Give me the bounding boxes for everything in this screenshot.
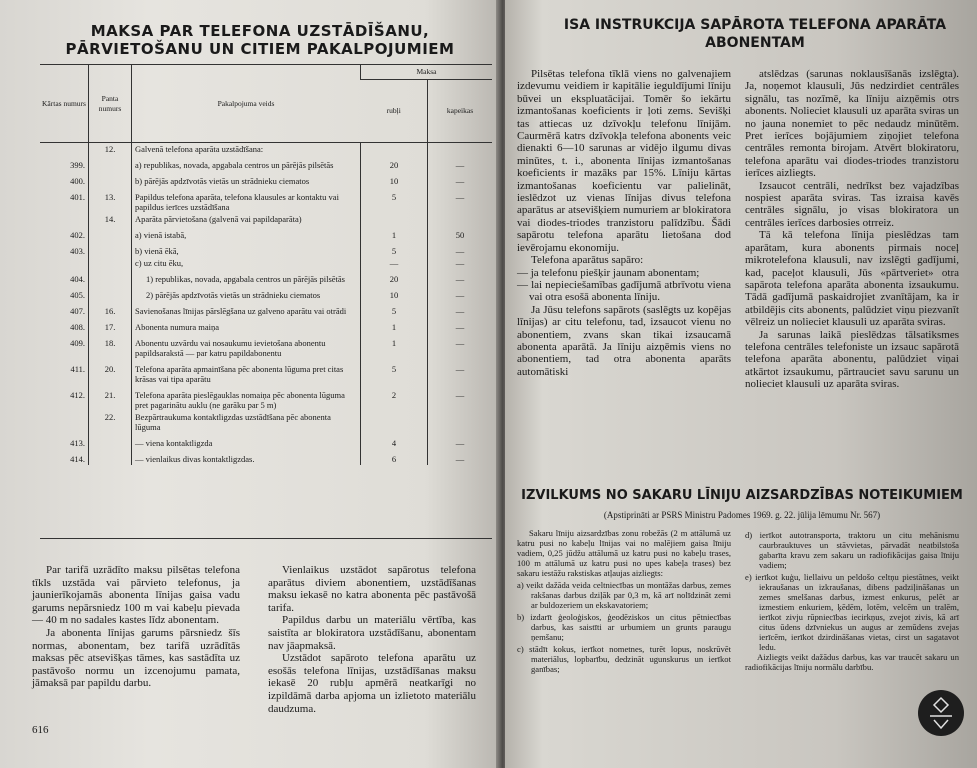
- section-item: a) veikt dažāda veida celtniecības un montāžas darbus, zemes rakšanas darbus dziļāk par 0,3 m, kā arī nolīdzināt zemi ar buldozeriem un ekskavatoriem;: [517, 580, 731, 610]
- row-number: 413.: [70, 438, 85, 448]
- row-number: 411.: [70, 364, 85, 374]
- row-article: 21.: [89, 385, 132, 411]
- row-article: 16.: [89, 301, 132, 317]
- row-article: [89, 285, 132, 301]
- right-text-column-2: [745, 68, 959, 391]
- right-paragraph: Ja sarunas laikā pieslēdzas tālsatiksmes telefona centrāles telefoniste un izsauc sapārotā telefona aparāta abonentu, palūdziet viņai atkārtot izsaukumu, pārtrauciet savu sarunu un nolieciet klausuli uz aparāta sviras.: [745, 328, 959, 391]
- row-service: Telefona aparāta pieslēgauklas nomaiņa pēc abonenta lūguma pret pagarinātu auklu (ne garāku par 5 m): [132, 385, 361, 411]
- row-kopecks: —: [428, 301, 493, 317]
- row-rubles: [361, 143, 428, 156]
- row-number: 408.: [70, 322, 85, 332]
- table-row: [40, 301, 492, 317]
- row-number: 400.: [70, 176, 85, 186]
- row-rubles: 1: [361, 225, 428, 241]
- left-paragraph: Uzstādot sapāroto telefona aparātu uz esošās telefona līnijas, uzstādīšanas maksu iekasē 20 rubļu apmērā neatkarīgi no izpildāmā darba apjoma un izlietoto materiālu daudzuma.: [268, 652, 476, 715]
- right-paragraph: — lai nepieciešamības gadījumā atbrīvotu viena vai otra esošā abonenta līniju.: [517, 279, 731, 304]
- row-article: [89, 449, 132, 465]
- row-service: a) vienā istabā,: [132, 225, 361, 241]
- left-text-column-2: [268, 564, 476, 715]
- row-rubles: 1: [361, 333, 428, 359]
- row-rubles: 20: [361, 269, 428, 285]
- row-rubles: 5: [361, 359, 428, 385]
- row-rubles: 2: [361, 385, 428, 411]
- table-row: [40, 433, 492, 449]
- row-kopecks: —: [428, 359, 493, 385]
- row-article: [89, 155, 132, 171]
- row-article: 12.: [89, 143, 132, 156]
- table-row: [40, 155, 492, 171]
- right-text-column-1: [517, 68, 731, 378]
- header-rubles: rubļi: [361, 80, 428, 143]
- row-rubles: 20: [361, 155, 428, 171]
- row-article: [89, 433, 132, 449]
- row-kopecks: —: [428, 187, 493, 213]
- row-rubles: [361, 213, 428, 225]
- table-row: [40, 257, 492, 269]
- row-number: 414.: [70, 454, 85, 464]
- row-service: Savienošanas līnijas pārslēgšana uz galveno aparātu vai otrādi: [132, 301, 361, 317]
- section-item: c) stādīt kokus, ierīkot nometnes, turēt lopus, noskrūvēt materiālus, lopbarību, dedzināt ugunskurus un ierīkot ganības;: [517, 644, 731, 674]
- row-kopecks: [428, 411, 493, 433]
- row-article: 20.: [89, 359, 132, 385]
- row-service: — vienlaikus divas kontaktligzdas.: [132, 449, 361, 465]
- row-kopecks: —: [428, 385, 493, 411]
- table-row: [40, 241, 492, 257]
- row-rubles: 5: [361, 241, 428, 257]
- header-number: Kārtas numurs: [40, 65, 89, 143]
- section-item: e) ierīkot kuģu, liellaivu un peldošo celtņu piestātnes, veikt iekraušanas un izkraušanas, dibens padziļināšanas un zemes smelšanas darbus, izmest enkurus, pelēt ar izmestiem enkuriem, ķēdēm, lotēm, velcēm un tralēm, ierīkot zivju rūpniecības iecirkņus, zvejot zivis, kā arī citus ūdens dzīvniekus un augus ar zemūdens zvejas ierīcēm, ierīkot dzirdināšanas vietas, cirst un sagatavot ledu.: [745, 572, 959, 652]
- row-kopecks: —: [428, 449, 493, 465]
- table-row: [40, 171, 492, 187]
- row-number: 401.: [70, 192, 85, 202]
- row-article: 17.: [89, 317, 132, 333]
- row-number: 409.: [70, 338, 85, 348]
- left-paragraph: Vienlaikus uzstādot sapārotus telefona aparātus diviem abonentiem, uzstādīšanas maksu iekasē no katra abonenta pēc pastāvošā tarifa.: [268, 564, 476, 614]
- row-article: 14.: [89, 213, 132, 225]
- row-number: [40, 257, 89, 269]
- table-row: [40, 143, 492, 156]
- row-number: 402.: [70, 230, 85, 240]
- row-article: [89, 171, 132, 187]
- row-rubles: 10: [361, 171, 428, 187]
- row-number: 407.: [70, 306, 85, 316]
- row-kopecks: —: [428, 269, 493, 285]
- right-paragraph: — ja telefonu piešķir jaunam abonentam;: [517, 267, 731, 279]
- row-service: a) republikas, novada, apgabala centros un pārējās pilsētās: [132, 155, 361, 171]
- row-service: b) pārējās apdzīvotās vietās un strādnieku ciematos: [132, 171, 361, 187]
- right-paragraph: Pilsētas telefona tīklā viens no galvenajiem izdevumu veidiem ir kapitālie ieguldījumi līniju būvei un ekspluatācijai. Tomēr šo iekārtu izmantošanas koeficients ir ļoti zems. Sevišķi tas attiecas uz dzīvokļu telefonu līnijām. Caurmērā katrs dzīvokļa telefona abonents veic dienakti 6—10 sarunas ar vidējo ilgumu divas minūtes, t. i., abonenta līnijas izmantošanas koeficients ir mazāks par 15%. Līniju kārtas izmantošanas koeficientu var palielināt, ieslēdzot uz vienas līnijas divus telefona aparātus ar atsevišķiem numuriem ar blokiratora vai diodes-triodes tranzistoru palīdzību. Šādi sapārotu telefona aparātu lietošana dod ievērojamu ekonomiju.: [517, 68, 731, 254]
- row-kopecks: —: [428, 171, 493, 187]
- row-number: 405.: [70, 290, 85, 300]
- left-paragraph: Par tarifā uzrādīto maksu pilsētas telefona tīkls uzstāda vai pārvieto telefonus, ja jaunierīkojamās abonenta līnijas gaisa vadu garums nepārsniedz 100 m vai kabeļu pievada — 40 m no sadales kastes līdz abonentam.: [32, 564, 240, 627]
- row-service: Telefona aparāta apmainīšana pēc abonenta lūguma pret citas krāsas vai tipa aparātu: [132, 359, 361, 385]
- header-kopecks: kapeikas: [428, 80, 493, 143]
- table-bottom-rule: [40, 538, 492, 539]
- page-number: 616: [32, 724, 49, 736]
- fee-table-body: [40, 143, 492, 466]
- row-article: 22.: [89, 411, 132, 433]
- row-service: 2) pārējās apdzīvotās vietās un strādnieku ciematos: [132, 285, 361, 301]
- right-paragraph: Izsaucot centrāli, nedrīkst bez vajadzības nospiest aparāta sviras. Tas izraisa kavēs centrāles signālu, jo visas blokiratora un centrāles ierīces darbosies otrreiz.: [745, 179, 959, 229]
- header-service: Pakalpojuma veids: [132, 65, 361, 143]
- table-row: [40, 269, 492, 285]
- row-rubles: [361, 411, 428, 433]
- row-service: Galvenā telefona aparāta uzstādīšana:: [132, 143, 361, 156]
- row-service: 1) republikas, novada, apgabala centros un pārējās pilsētās: [132, 269, 361, 285]
- table-row: [40, 225, 492, 241]
- table-row: [40, 411, 492, 433]
- row-number: [40, 143, 89, 156]
- row-kopecks: —: [428, 333, 493, 359]
- right-paragraph: Telefona aparātus sapāro:: [531, 254, 644, 267]
- row-kopecks: [428, 213, 493, 225]
- right-page: [505, 0, 977, 768]
- row-rubles: 5: [361, 187, 428, 213]
- table-row: [40, 187, 492, 213]
- left-paragraph: Ja abonenta līnijas garums pārsniedz šīs normas, abonentam, bez tarifā uzrādītās maksas pēc atsevišķas tāmes, kas sastādīta uz pastāvošo normu un izcenojumu pamata, jāmaksā par papildu darbu.: [32, 626, 240, 690]
- row-service: Abonentu uzvārdu vai nosaukumu ievietošana abonentu papildsarakstā — par katru papildabonentu: [132, 333, 361, 359]
- row-service: Abonenta numura maiņa: [132, 317, 361, 333]
- row-kopecks: [428, 143, 493, 156]
- row-rubles: 5: [361, 301, 428, 317]
- row-kopecks: —: [428, 285, 493, 301]
- row-service: c) uz citu ēku,: [132, 257, 361, 269]
- section-item: Aizliegts veikt dažādus darbus, kas var traucēt sakaru un radiofikācijas līniju normālu darbību.: [745, 652, 959, 672]
- row-article: [89, 225, 132, 241]
- left-paragraph: Papildus darbu un materiālu vērtība, kas saistīta ar blokiratora uzstādīšanu, abonentam nav jāapmaksā.: [268, 614, 476, 652]
- section-title: IZVILKUMS NO SAKARU LĪNIJU AIZSARDZĪBAS NOTEIKUMIEM: [521, 488, 963, 503]
- right-paragraph: atslēdzas (sarunas noklausīšanās izslēgta). Ja, noņemot klausuli, Jūs nedzirdiet centrāles signālu, tas nozīmē, ka līniju aizņēmis otrs abonents. Nolieciet klausuli uz aparāta sviras un no jauna nonemiet to pēc nedaudz minūtēm. Pret ierīces bojājumiem ziņojiet telefona centrāles remonta birojam. Atvērt blokiratoru, telefona aparātu vai diodes-triodes tranzistoru ierīces aizliegts.: [745, 68, 959, 180]
- row-kopecks: —: [428, 257, 493, 269]
- right-paragraph: Tā kā telefona līnija pieslēdzas tam aparātam, kura abonents pirmais noceļ mikrotelefona klausuli, nav izslēgti gadījumi, kad, paceļot klausuli, Jūs «pārtveriet» otra sapārota telefona aparāta abonenta izsaukumu. Tādā gadījumā paskaidrojiet zvanītājam, ka ir atbildējis cits abonents, palūdziet viņu piezvanīt vēlreiz un nolieciet klausuli uz aparāta sviras.: [745, 229, 959, 329]
- section-item: d) ierīkot autotransporta, traktoru un citu mehānismu caurbrauktuves un stāvvietas, pārvadāt neatbilstoša gabarīta kravu zem sakaru un radiofikācijas gaisa līniju vadiem;: [745, 530, 959, 570]
- row-number: [40, 213, 89, 225]
- fee-table: [40, 64, 492, 465]
- table-row: [40, 449, 492, 465]
- row-rubles: 1: [361, 317, 428, 333]
- row-rubles: 10: [361, 285, 428, 301]
- row-rubles: 4: [361, 433, 428, 449]
- row-rubles: 6: [361, 449, 428, 465]
- left-text-column-1: [32, 564, 240, 690]
- table-row: [40, 213, 492, 225]
- section-column-1: [517, 528, 731, 674]
- table-row: [40, 317, 492, 333]
- row-article: [89, 241, 132, 257]
- row-article: 18.: [89, 333, 132, 359]
- row-service: b) vienā ēkā,: [132, 241, 361, 257]
- row-number: 412.: [70, 390, 85, 400]
- row-number: [40, 411, 89, 433]
- row-number: 399.: [70, 160, 85, 170]
- row-kopecks: —: [428, 433, 493, 449]
- table-row: [40, 359, 492, 385]
- row-service: Aparāta pārvietošana (galvenā vai papildaparāta): [132, 213, 361, 225]
- right-paragraph: Ja Jūsu telefons sapārots (saslēgts uz kopējas līnijas) ar citu telefonu, tad, izsaucot vienu no abonentiem, zvans skan tikai izsaucamā abonenta aparātā. Ja līniju aizņēmis viens no abonentiem, tad otra abonenta aparāts automātiski: [517, 303, 731, 378]
- section-column-2: [745, 528, 959, 672]
- row-kopecks: —: [428, 317, 493, 333]
- row-kopecks: —: [428, 155, 493, 171]
- row-number: 403.: [70, 246, 85, 256]
- row-number: 404.: [70, 274, 85, 284]
- section-subtitle: (Apstiprināti ar PSRS Ministru Padomes 1969. g. 22. jūlija lēmumu Nr. 567): [603, 510, 881, 520]
- table-row: [40, 285, 492, 301]
- row-kopecks: 50: [428, 225, 493, 241]
- table-row: [40, 385, 492, 411]
- section-item: b) izdarīt ģeoloģiskos, ģeodēziskos un citus pētniecības darbus, kas saistīti ar urbumiem un grunts paraugu ņemšanu;: [517, 612, 731, 642]
- row-article: 13.: [89, 187, 132, 213]
- header-article: Panta numurs: [89, 65, 132, 143]
- header-price: Maksa: [361, 65, 493, 80]
- row-kopecks: —: [428, 241, 493, 257]
- table-row: [40, 333, 492, 359]
- row-service: — viena kontaktligzda: [132, 433, 361, 449]
- row-article: [89, 257, 132, 269]
- watermark-logo-icon: [918, 690, 964, 736]
- row-service: Papildus telefona aparāta, telefona klausules ar kontaktu vai papildus ierīces uzstādīšana: [132, 187, 361, 213]
- row-rubles: —: [361, 257, 428, 269]
- row-service: Bezpārtraukuma kontaktligzdas uzstādīšana pēc abonenta lūguma: [132, 411, 361, 433]
- left-page-title: MAKSA PAR TELEFONA UZSTĀDĪŠANU, PĀRVIETOŠANU UN CITIEM PAKALPOJUMIEM: [65, 22, 455, 58]
- section-item: Sakaru līniju aizsardzības zonu robežās (2 m attālumā uz katru pusi no kabeļu līnijas vai no malējiem gaisa līniju vadiem, 0,25 jūdžu attālumā uz katru pusi no kabeļu trases, 100 m attālumā uz katru pusi no upes kabeļa trases) bez sakaru iestāžu rakstiskas atļaujas aizliegts:: [517, 528, 731, 578]
- row-article: [89, 269, 132, 285]
- right-page-title: ISA INSTRUKCIJA SAPĀROTA TELEFONA APARĀTA ABONENTAM: [563, 17, 947, 51]
